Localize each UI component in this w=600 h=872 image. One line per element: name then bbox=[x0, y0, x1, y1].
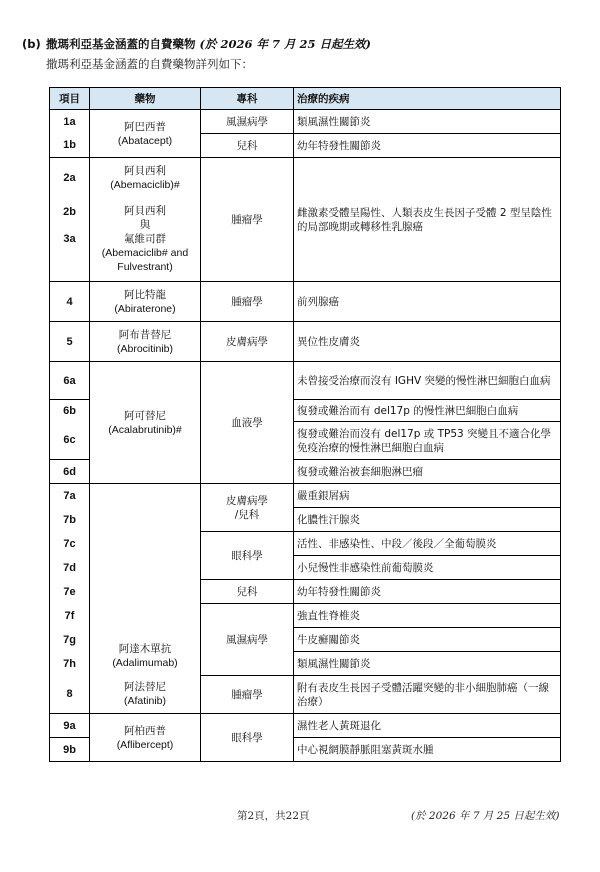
drug-name-en: (Abrocitinib) bbox=[116, 342, 174, 355]
specialty-cell: 眼科學 bbox=[201, 714, 294, 762]
section-effective-date: (於 2026 年 7 月 25 日起生效) bbox=[199, 37, 371, 51]
disease-cell: 復發或難治被套細胞淋巴瘤 bbox=[294, 460, 561, 484]
disease-cell: 異位性皮膚炎 bbox=[294, 322, 561, 362]
disease-cell: 類風濕性關節炎 bbox=[294, 652, 561, 676]
drug-name-zh: 阿法替尼 bbox=[124, 681, 166, 694]
drug-acalabrutinib bbox=[90, 362, 201, 484]
specialty-line: /兒科 bbox=[234, 508, 260, 521]
item-code: 3a bbox=[50, 226, 90, 282]
item-code: 2b bbox=[50, 198, 90, 226]
specialty-cell: 兒科 bbox=[201, 134, 294, 158]
item-code: 7e bbox=[50, 580, 90, 604]
section-heading bbox=[22, 36, 371, 52]
drug-name-en: (Abatacept) bbox=[117, 134, 173, 147]
disease-cell: 活性、非感染性、中段／後段／全葡萄膜炎 bbox=[294, 532, 561, 556]
header-disease: 治療的疾病 bbox=[294, 88, 561, 110]
specialty-cell: 血液學 bbox=[201, 362, 294, 484]
disease-cell: 幼年特發性關節炎 bbox=[294, 580, 561, 604]
item-code: 4 bbox=[50, 282, 90, 322]
drug-name-en: (Afatinib) bbox=[123, 695, 166, 708]
section-number: (b) bbox=[22, 37, 41, 51]
item-code: 7f bbox=[50, 604, 90, 628]
page-number: 第2頁，共22頁 bbox=[237, 810, 310, 822]
disease-cell: 濕性老人黃斑退化 bbox=[294, 714, 561, 738]
disease-cell: 雌激素受體呈陽性、人類表皮生長因子受體 2 型呈陰性的局部晚期或轉移性乳腺癌 bbox=[294, 158, 561, 282]
specialty-cell: 風濕病學 bbox=[201, 604, 294, 676]
drug-name-zh: 阿貝西利 bbox=[124, 205, 166, 218]
table-row bbox=[50, 110, 561, 134]
drug-name-zh: 阿柏西普 bbox=[124, 724, 166, 737]
specialty-cell bbox=[201, 484, 294, 532]
item-code: 1b bbox=[50, 134, 90, 158]
table-row bbox=[50, 282, 561, 322]
disease-cell: 牛皮癬關節炎 bbox=[294, 628, 561, 652]
section-title: 撒瑪利亞基金涵蓋的自費藥物 bbox=[46, 37, 196, 51]
drug-name-zh: 阿可替尼 bbox=[124, 409, 166, 422]
drug-name-zh: 氟維司群 bbox=[124, 233, 166, 246]
drug-abemaciclib bbox=[90, 158, 201, 198]
specialty-cell: 腫瘤學 bbox=[201, 676, 294, 714]
item-code: 7g bbox=[50, 628, 90, 652]
drug-name-zh: 阿布昔替尼 bbox=[118, 328, 172, 341]
drug-aflibercept bbox=[90, 714, 201, 762]
specialty-cell: 腫瘤學 bbox=[201, 158, 294, 282]
drug-abiraterone bbox=[90, 282, 201, 322]
specialty-line: 皮膚病學 bbox=[226, 494, 268, 507]
disease-cell: 小兒慢性非感染性前葡萄膜炎 bbox=[294, 556, 561, 580]
specialty-cell: 皮膚病學 bbox=[201, 322, 294, 362]
drug-afatinib bbox=[90, 676, 201, 714]
specialty-cell: 風濕病學 bbox=[201, 110, 294, 134]
header-item: 項目 bbox=[50, 88, 90, 110]
self-financed-drug-table bbox=[49, 87, 561, 762]
disease-cell: 幼年特發性關節炎 bbox=[294, 134, 561, 158]
drug-conjunction: 與 bbox=[139, 219, 151, 232]
drug-name-en: (Abemaciclib)# bbox=[110, 178, 180, 191]
item-code: 9b bbox=[50, 738, 90, 762]
item-code: 9a bbox=[50, 714, 90, 738]
disease-cell: 復發或難治而沒有 del17p 或 TP53 突變且不適合化學免疫治療的慢性淋巴細胞白血病 bbox=[294, 422, 561, 460]
disease-cell: 未曾接受治療而沒有 IGHV 突變的慢性淋巴細胞白血病 bbox=[294, 362, 561, 400]
drug-abemaciclib-fulvestrant bbox=[90, 198, 201, 282]
drug-name-zh: 阿巴西普 bbox=[124, 120, 166, 133]
drug-name-en: (Acalabrutinib)# bbox=[108, 423, 182, 436]
item-code: 1a bbox=[50, 110, 90, 134]
drug-abatacept bbox=[90, 110, 201, 158]
item-code: 7h bbox=[50, 652, 90, 676]
item-code: 6a bbox=[50, 362, 90, 400]
item-code: 6d bbox=[50, 460, 90, 484]
disease-cell: 嚴重銀屑病 bbox=[294, 484, 561, 508]
footer-effective-date: (於 2026 年 7 月 25 日起生效) bbox=[411, 810, 560, 822]
specialty-cell: 兒科 bbox=[201, 580, 294, 604]
disease-cell: 中心視網膜靜脈阻塞黃斑水腫 bbox=[294, 738, 561, 762]
specialty-cell: 眼科學 bbox=[201, 532, 294, 580]
item-code: 7d bbox=[50, 556, 90, 580]
drug-name-en: (Aflibercept) bbox=[116, 738, 174, 751]
item-code: 5 bbox=[50, 322, 90, 362]
table-header-row bbox=[50, 88, 561, 110]
drug-name-en: Fulvestrant) bbox=[117, 261, 173, 274]
table-row bbox=[50, 322, 561, 362]
header-specialty: 專科 bbox=[201, 88, 294, 110]
item-code: 6b bbox=[50, 400, 90, 422]
drug-abrocitinib bbox=[90, 322, 201, 362]
item-code: 2a bbox=[50, 158, 90, 198]
disease-cell: 強直性脊椎炎 bbox=[294, 604, 561, 628]
disease-cell: 化膿性汗腺炎 bbox=[294, 508, 561, 532]
drug-name-zh: 阿比特龍 bbox=[124, 288, 166, 301]
disease-cell: 附有表皮生長因子受體活躍突變的非小細胞肺癌（一線治療） bbox=[294, 676, 561, 714]
drug-adalimumab bbox=[90, 484, 201, 676]
disease-cell: 復發或難治而有 del17p 的慢性淋巴細胞白血病 bbox=[294, 400, 561, 422]
table-row bbox=[50, 676, 561, 714]
item-code: 8 bbox=[50, 676, 90, 714]
drug-name-en: (Abiraterone) bbox=[114, 302, 176, 315]
drug-name-en: (Adalimumab) bbox=[112, 656, 178, 669]
table-row bbox=[50, 484, 561, 508]
specialty-cell: 腫瘤學 bbox=[201, 282, 294, 322]
table-row bbox=[50, 362, 561, 400]
disease-cell: 前列腺癌 bbox=[294, 282, 561, 322]
disease-cell: 類風濕性關節炎 bbox=[294, 110, 561, 134]
item-code: 7a bbox=[50, 484, 90, 508]
item-code: 7c bbox=[50, 532, 90, 556]
item-code: 6c bbox=[50, 422, 90, 460]
header-drug: 藥物 bbox=[90, 88, 201, 110]
drug-name-zh: 阿達木單抗 bbox=[118, 642, 172, 655]
section-intro: 撒瑪利亞基金涵蓋的自費藥物詳列如下： bbox=[46, 57, 253, 71]
drug-name-en: (Abemaciclib# and bbox=[101, 247, 189, 260]
table-row bbox=[50, 714, 561, 738]
drug-name-zh: 阿貝西利 bbox=[124, 164, 166, 177]
table-row bbox=[50, 158, 561, 198]
item-code: 7b bbox=[50, 508, 90, 532]
